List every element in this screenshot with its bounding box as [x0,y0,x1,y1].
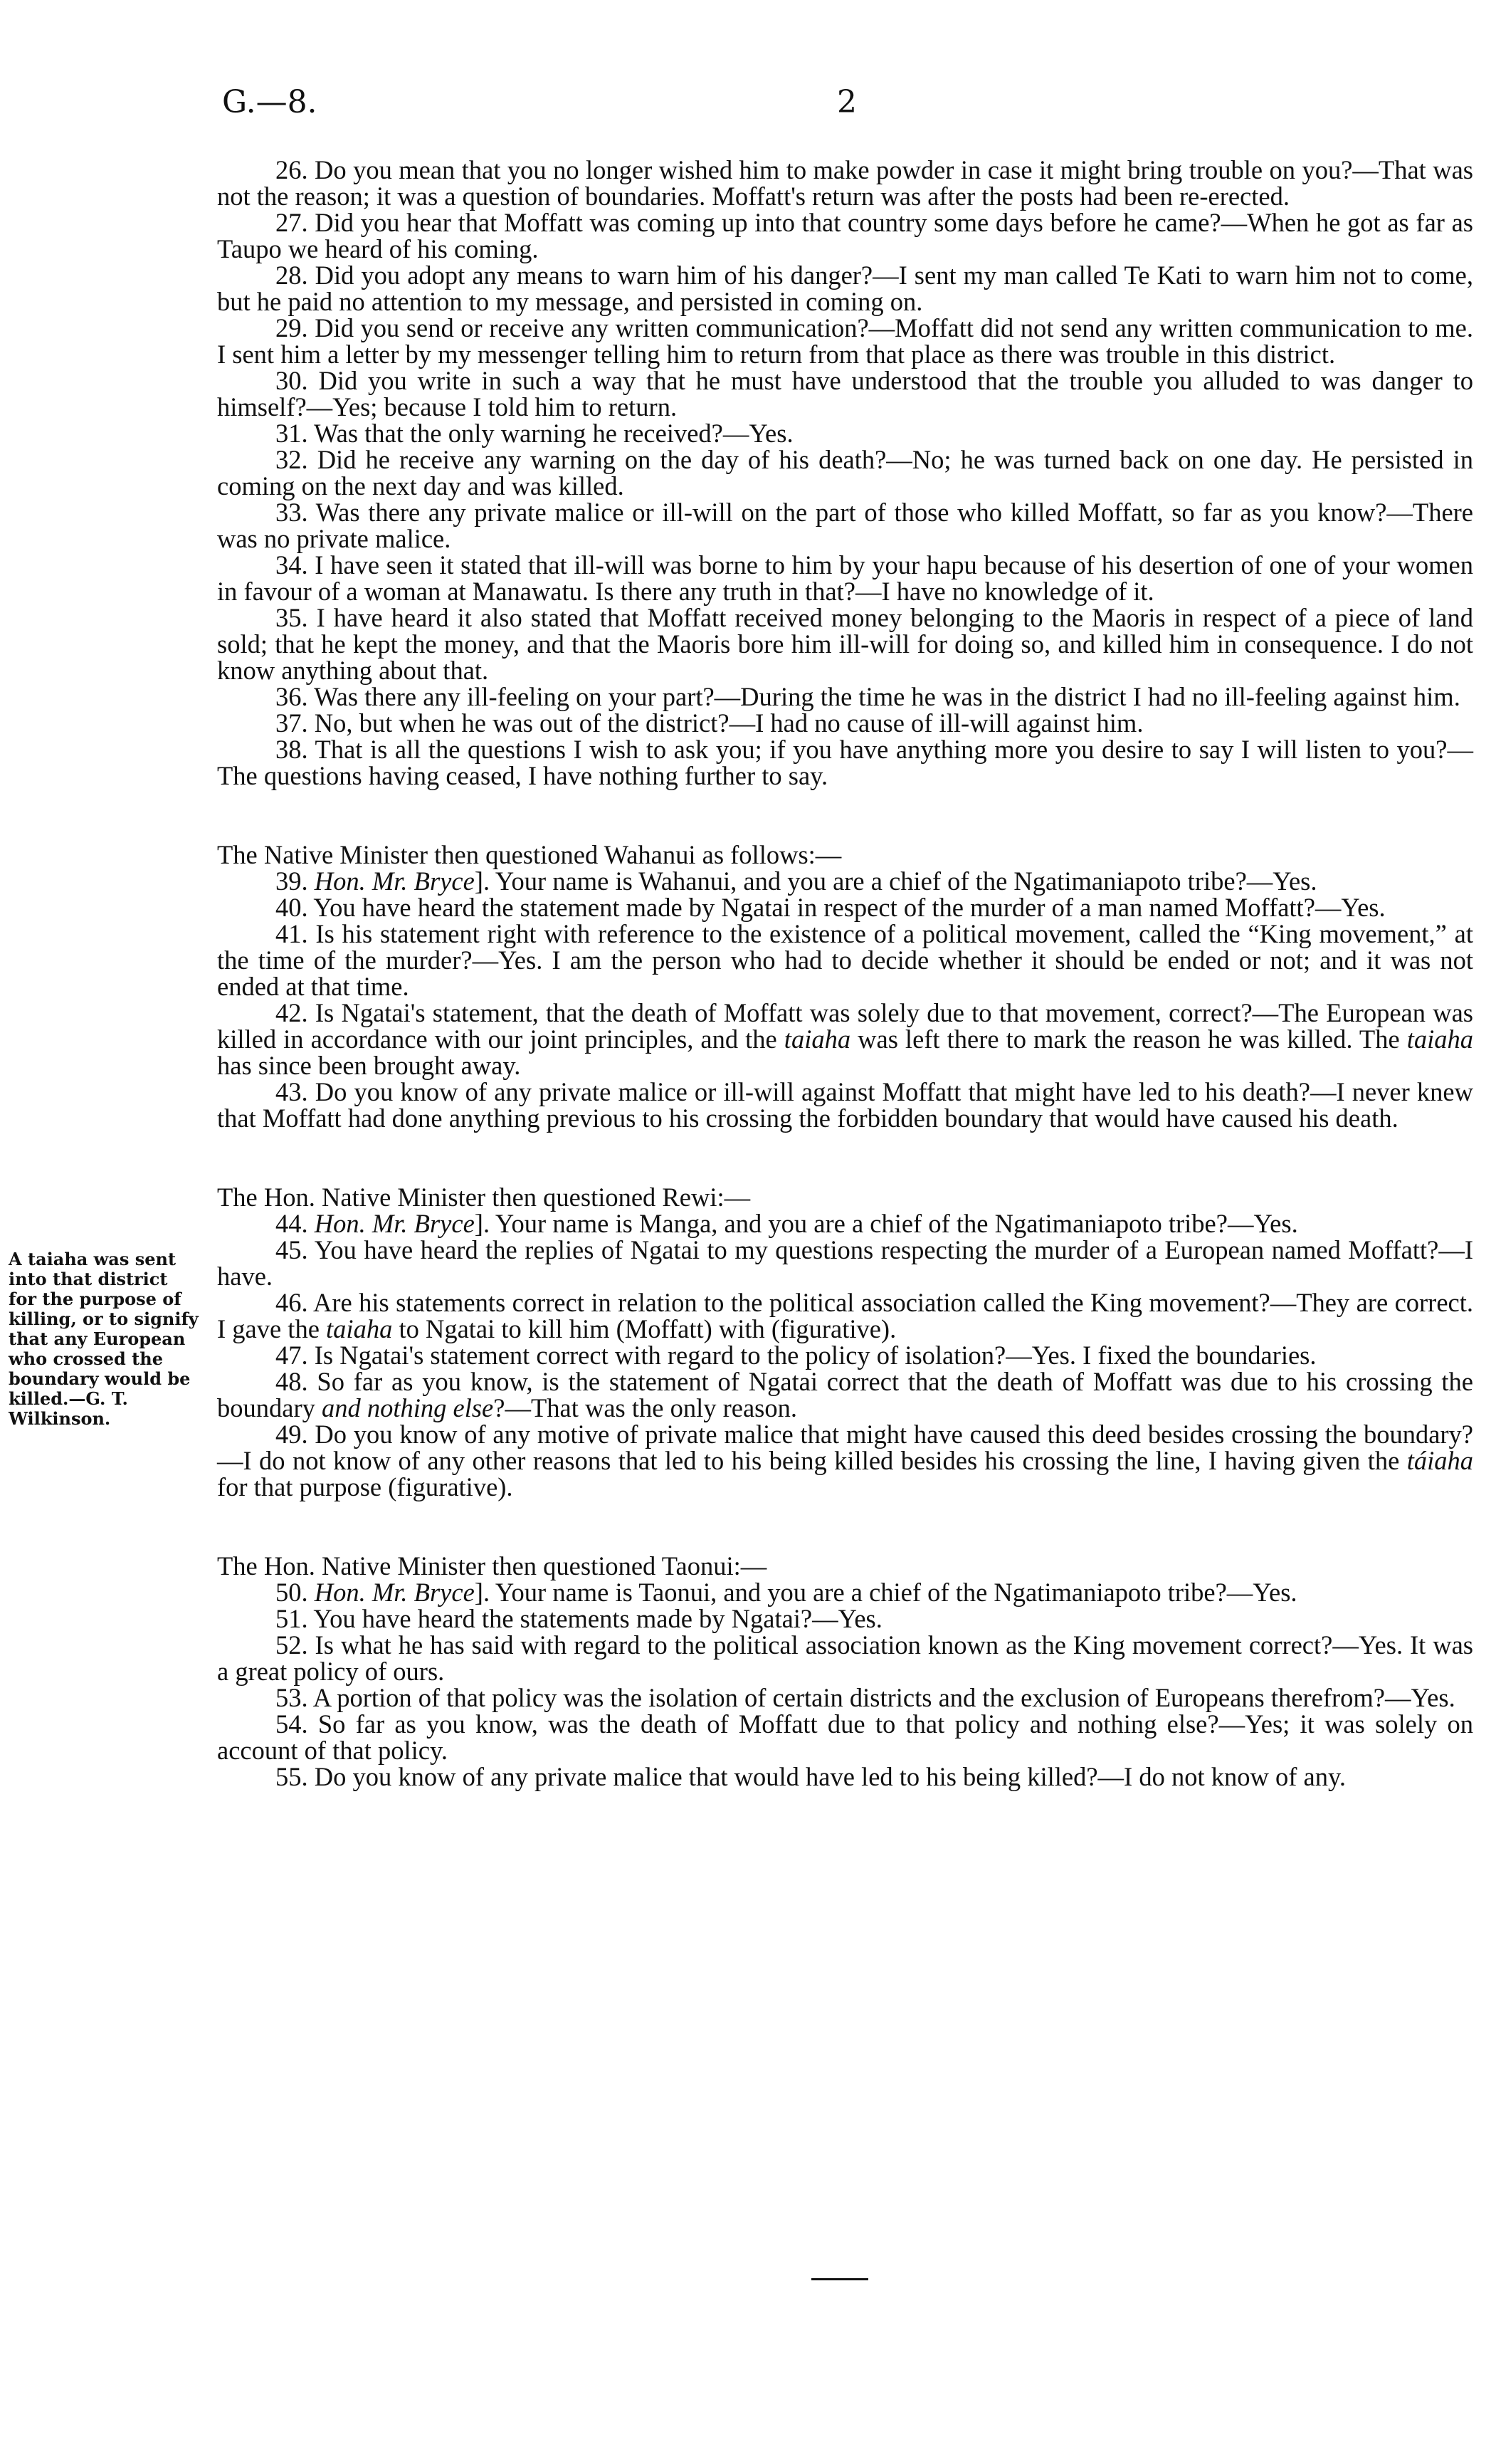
paragraph-q48 [217,1368,1473,1421]
section-gap [217,1500,1473,1553]
paragraph-q49 [217,1421,1473,1500]
section-gap [217,1131,1473,1184]
paragraph-q34: 34. I have seen it stated that ill-will was borne to him by your hapu because of his desertion of one of your women in favour of a woman at Manawatu. Is there any truth in that?—I have no knowledge of it. [217,550,1473,606]
paragraph-q47: 47. Is Ngatai's statement correct with regard to the policy of isolation?—Yes. I fixed the boundaries. [275,1341,1317,1370]
paragraph-q46 [217,1289,1473,1342]
paragraph-q41: 41. Is his statement right with reference to the existence of a political movement, called the “King movement,” at the time of the murder?—Yes. I am the person who had to decide whether it should be ended or not; and it was not ended at that time. [217,919,1473,1001]
paragraph-q26: 26. Do you mean that you no longer wished him to make powder in case it might bring trouble on you?—That was not the reason; it was a question of boundaries. Moffatt's return was after the posts had been re-erected. [217,155,1473,211]
q49-part2: for that purpose (figurative). [217,1472,513,1501]
paragraph-q32: 32. Did he receive any warning on the day of his death?—No; he was turned back on one day. He persisted in coming on the next day and was killed. [217,445,1473,500]
q50-text: . Your name is Taonui, and you are a chief of the Ngatimaniapoto tribe?—Yes. [483,1578,1297,1607]
q44-text: . Your name is Manga, and you are a chief of the Ngatimaniapoto tribe?—Yes. [483,1209,1298,1238]
speaker-name: Hon. Mr. Bryce [314,866,475,896]
q42-part3: has since been brought away. [217,1051,521,1080]
taiaha-term: taiaha [326,1314,393,1343]
paragraph-q37: 37. No, but when he was out of the district?—I had no cause of ill-will against him. [275,708,1144,738]
margin-note: A taiaha was sent into that district for the purpose of killing, or to signify that any European who crossed the boundary would be killed.—G. T. Wilkinson. [9,1249,199,1429]
paragraph-q54: 54. So far as you know, was the death of Moffatt due to that policy and nothing else?—Yes; it was solely on account of that policy. [217,1709,1473,1765]
q46-part1: 46. Are his statements correct in relation to the political association called the King movement?—They are correct. I gave the [217,1288,1473,1343]
paragraph-q28: 28. Did you adopt any means to warn him of his danger?—I sent my man called Te Kati to warn him not to come, but he paid no attention to my message, and persisted in coming on. [217,261,1473,316]
q39-text: . Your name is Wahanui, and you are a chief of the Ngatimaniapoto tribe?—Yes. [483,866,1317,896]
paragraph-q38: 38. That is all the questions I wish to ask you; if you have anything more you desire to say I will listen to you?—The questions having ceased, I have nothing further to say. [217,735,1473,790]
document-code: G.—8. [222,84,317,120]
paragraph-q43: 43. Do you know of any private malice or ill-will against Moffatt that might have led to his death?—I never knew that Moffatt had done anything previous to his crossing the forbidden boundary that would have caused his death. [217,1077,1473,1133]
paragraph-q33: 33. Was there any private malice or ill-will on the part of those who killed Moffatt, so far as you know?—There was no private malice. [217,498,1473,553]
speaker-name: Hon. Mr. Bryce [314,1578,475,1607]
q48-part1: 48. So far as you know, is the statement of Ngatai correct that the death of Moffatt was due to his crossing the boundary [217,1367,1473,1422]
taiaha-term: taiaha [1406,1024,1473,1054]
taiaha-term: taiaha [784,1024,851,1054]
intro-wahanui: The Native Minister then questioned Wahanui as follows:— [217,840,842,869]
q48-emphasis: and nothing else [321,1393,494,1422]
paragraph-q39: 39. Hon. Mr. Bryce]. Your name is Wahanui, and you are a chief of the Ngatimaniapoto tribe?—Yes. [275,866,1317,896]
page-number: 2 [837,84,857,120]
paragraph-q31: 31. Was that the only warning he received?—Yes. [275,419,794,448]
q48-part2: ?—That was the only reason. [493,1393,797,1422]
end-rule [811,2278,868,2280]
paragraph-q45: 45. You have heard the replies of Ngatai to my questions respecting the murder of a European named Moffatt?—I have. [217,1235,1473,1291]
paragraph-q44: 44. Hon. Mr. Bryce]. Your name is Manga, and you are a chief of the Ngatimaniapoto tribe?—Yes. [275,1209,1298,1238]
q42-part2: was left there to mark the reason he was killed. The [850,1024,1407,1054]
paragraph-q36: 36. Was there any ill-feeling on your part?—During the time he was in the district I had no ill-feeling against him. [275,682,1460,711]
page-header [0,0,1496,142]
intro-taonui: The Hon. Native Minister then questioned Taonui:— [217,1551,767,1580]
q49-part1: 49. Do you know of any motive of private malice that might have caused this deed besides crossing the boundary?—I do not know of any other reasons that led to his being killed besides his crossing the line, I having given the [217,1420,1473,1475]
paragraph-q27: 27. Did you hear that Moffatt was coming up into that country some days before he came?—When he got as far as Taupo we heard of his coming. [217,208,1473,263]
taiaha-term: táiaha [1406,1446,1473,1475]
paragraph-q30: 30. Did you write in such a way that he must have understood that the trouble you alluded to was danger to himself?—Yes; because I told him to return. [217,366,1473,421]
speaker-name: Hon. Mr. Bryce [314,1209,475,1238]
document-body [217,157,1473,1790]
q46-part2: to Ngatai to kill him (Moffatt) with (figurative). [392,1314,897,1343]
paragraph-q29: 29. Did you send or receive any written communication?—Moffatt did not send any written communication to me. I sent him a letter by my messenger telling him to return from that place as there was trouble in this district. [217,313,1473,369]
paragraph-q52: 52. Is what he has said with regard to the political association known as the King movement correct?—Yes. It was a great policy of ours. [217,1630,1473,1686]
paragraph-q40: 40. You have heard the statement made by Ngatai in respect of the murder of a man named Moffatt?—Yes. [275,893,1386,922]
q42-part1: 42. Is Ngatai's statement, that the death of Moffatt was solely due to that movement, correct?—The European was killed in accordance with our joint principles, and the [217,998,1473,1054]
paragraph-q55: 55. Do you know of any private malice that would have led to his being killed?—I do not know of any. [275,1762,1346,1791]
paragraph-q50: 50. Hon. Mr. Bryce]. Your name is Taonui, and you are a chief of the Ngatimaniapoto tribe?—Yes. [275,1578,1297,1607]
paragraph-q42 [217,1000,1473,1079]
paragraph-q53: 53. A portion of that policy was the isolation of certain districts and the exclusion of Europeans therefrom?—Yes. [275,1683,1455,1712]
paragraph-q35: 35. I have heard it also stated that Moffatt received money belonging to the Maoris in respect of a piece of land sold; that he kept the money, and that the Maoris bore him ill-will for doing so, and killed him in consequence. I do not know anything about that. [217,603,1473,685]
intro-rewi: The Hon. Native Minister then questioned Rewi:— [217,1183,751,1212]
section-gap [217,789,1473,842]
paragraph-q51: 51. You have heard the statements made by Ngatai?—Yes. [275,1604,883,1633]
